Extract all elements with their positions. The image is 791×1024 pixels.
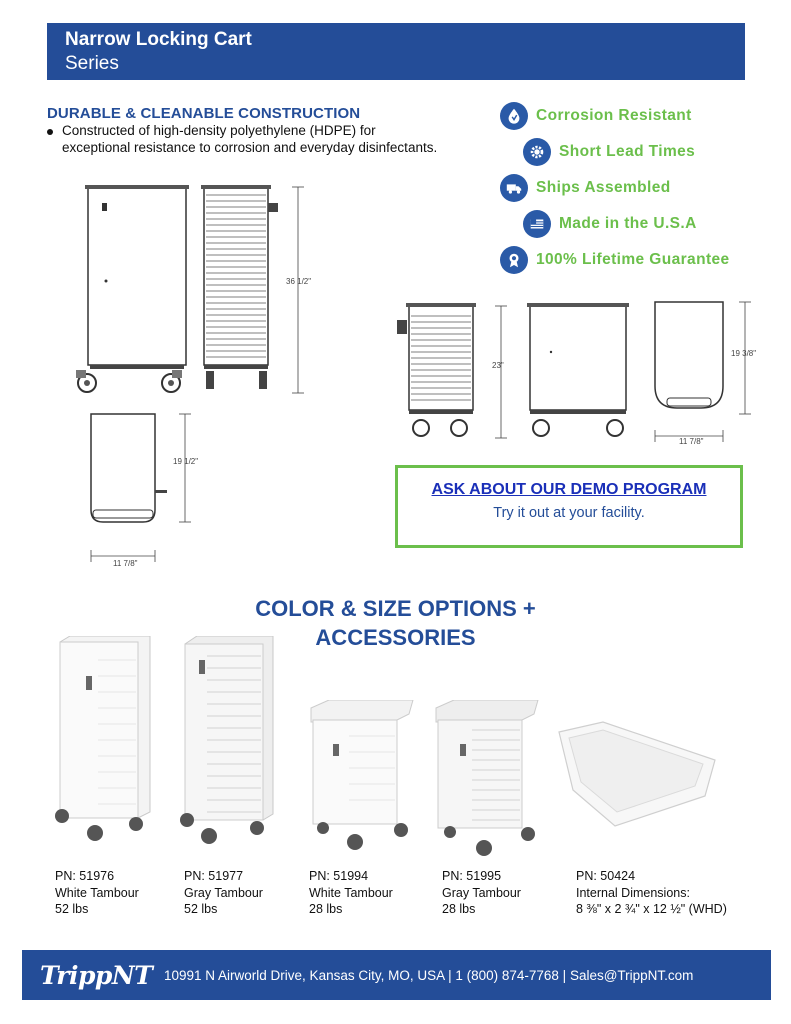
- demo-program-link[interactable]: ASK ABOUT OUR DEMO PROGRAM: [431, 481, 707, 498]
- feature-ships-assembled: [500, 173, 671, 203]
- dimension-label: 36 1/2": [286, 277, 312, 286]
- product-description: White Tambour: [309, 885, 393, 900]
- feature-made-in-usa: [523, 209, 697, 239]
- options-heading-line2: ACCESSORIES: [315, 625, 476, 650]
- part-number: PN: 51995: [442, 869, 502, 883]
- dimension-label: 19 1/2": [173, 457, 199, 466]
- bullet-dot-icon: [47, 129, 53, 135]
- droplet-shield-icon: [500, 102, 528, 130]
- feature-label: 100% Lifetime Guarantee: [536, 251, 730, 268]
- tall-cart-front-drawing: [70, 185, 320, 400]
- product-image-50424: [555, 720, 720, 830]
- feature-corrosion-resistant: [500, 101, 692, 131]
- demo-program-subtitle: Try it out at your facility.: [493, 505, 645, 521]
- page-footer: [22, 950, 771, 1000]
- dimension-label: 19 3/8": [731, 349, 757, 358]
- page-subtitle: Series: [65, 53, 119, 74]
- feature-label: Ships Assembled: [536, 179, 671, 196]
- feature-label: Corrosion Resistant: [536, 107, 692, 124]
- dimension-label: 11 7/8": [113, 559, 138, 568]
- truck-icon: [500, 174, 528, 202]
- demo-program-box: [395, 465, 743, 548]
- construction-heading: DURABLE & CLEANABLE CONSTRUCTION: [47, 105, 361, 122]
- feature-label: Made in the U.S.A: [559, 215, 697, 232]
- page-title: Narrow Locking Cart: [65, 29, 252, 50]
- dimension-label: 11 7/8": [679, 437, 704, 446]
- product-image-51995: [430, 700, 545, 860]
- product-description: White Tambour: [55, 885, 139, 900]
- product-caption-51976: [55, 868, 139, 918]
- trippnt-logo: TrippNT: [40, 960, 153, 990]
- construction-bullet: [47, 123, 447, 156]
- product-image-51977: [177, 636, 282, 846]
- feature-short-lead-times: [523, 137, 695, 167]
- options-heading-line1: COLOR & SIZE OPTIONS +: [255, 596, 536, 621]
- product-description: Internal Dimensions:: [576, 885, 690, 900]
- product-weight: 28 lbs: [309, 902, 343, 916]
- ribbon-badge-icon: [500, 246, 528, 274]
- us-flag-icon: [523, 210, 551, 238]
- page-header: [47, 23, 745, 80]
- footer-contact: 10991 N Airworld Drive, Kansas City, MO, USA | 1 (800) 874-7768 | Sales@TrippNT.com: [164, 967, 694, 983]
- product-caption-51994: [309, 868, 393, 918]
- part-number: PN: 51976: [55, 869, 115, 883]
- part-number: PN: 50424: [576, 869, 636, 883]
- product-weight: 52 lbs: [55, 902, 89, 916]
- product-image-51994: [305, 700, 420, 855]
- part-number: PN: 51994: [309, 869, 369, 883]
- product-caption-51977: [184, 868, 263, 918]
- product-dimensions: 8 ⅜" x 2 ¾" x 12 ½" (WHD): [576, 902, 727, 916]
- product-caption-50424: [576, 868, 727, 918]
- product-description: Gray Tambour: [442, 885, 521, 900]
- tall-cart-top-drawing: [85, 410, 205, 570]
- product-image-51976: [50, 636, 155, 846]
- feature-lifetime-guarantee: [500, 245, 730, 275]
- short-cart-drawings: [395, 298, 760, 448]
- feature-label: Short Lead Times: [559, 143, 696, 160]
- dimension-label: 23": [492, 361, 504, 370]
- construction-bullet-text: Constructed of high-density polyethylene (HDPE) for exceptional resistance to corrosion and everyday disinfectants.: [62, 123, 438, 155]
- gear-icon: [523, 138, 551, 166]
- product-weight: 52 lbs: [184, 902, 218, 916]
- product-description: Gray Tambour: [184, 885, 263, 900]
- product-weight: 28 lbs: [442, 902, 476, 916]
- product-caption-51995: [442, 868, 521, 918]
- part-number: PN: 51977: [184, 869, 244, 883]
